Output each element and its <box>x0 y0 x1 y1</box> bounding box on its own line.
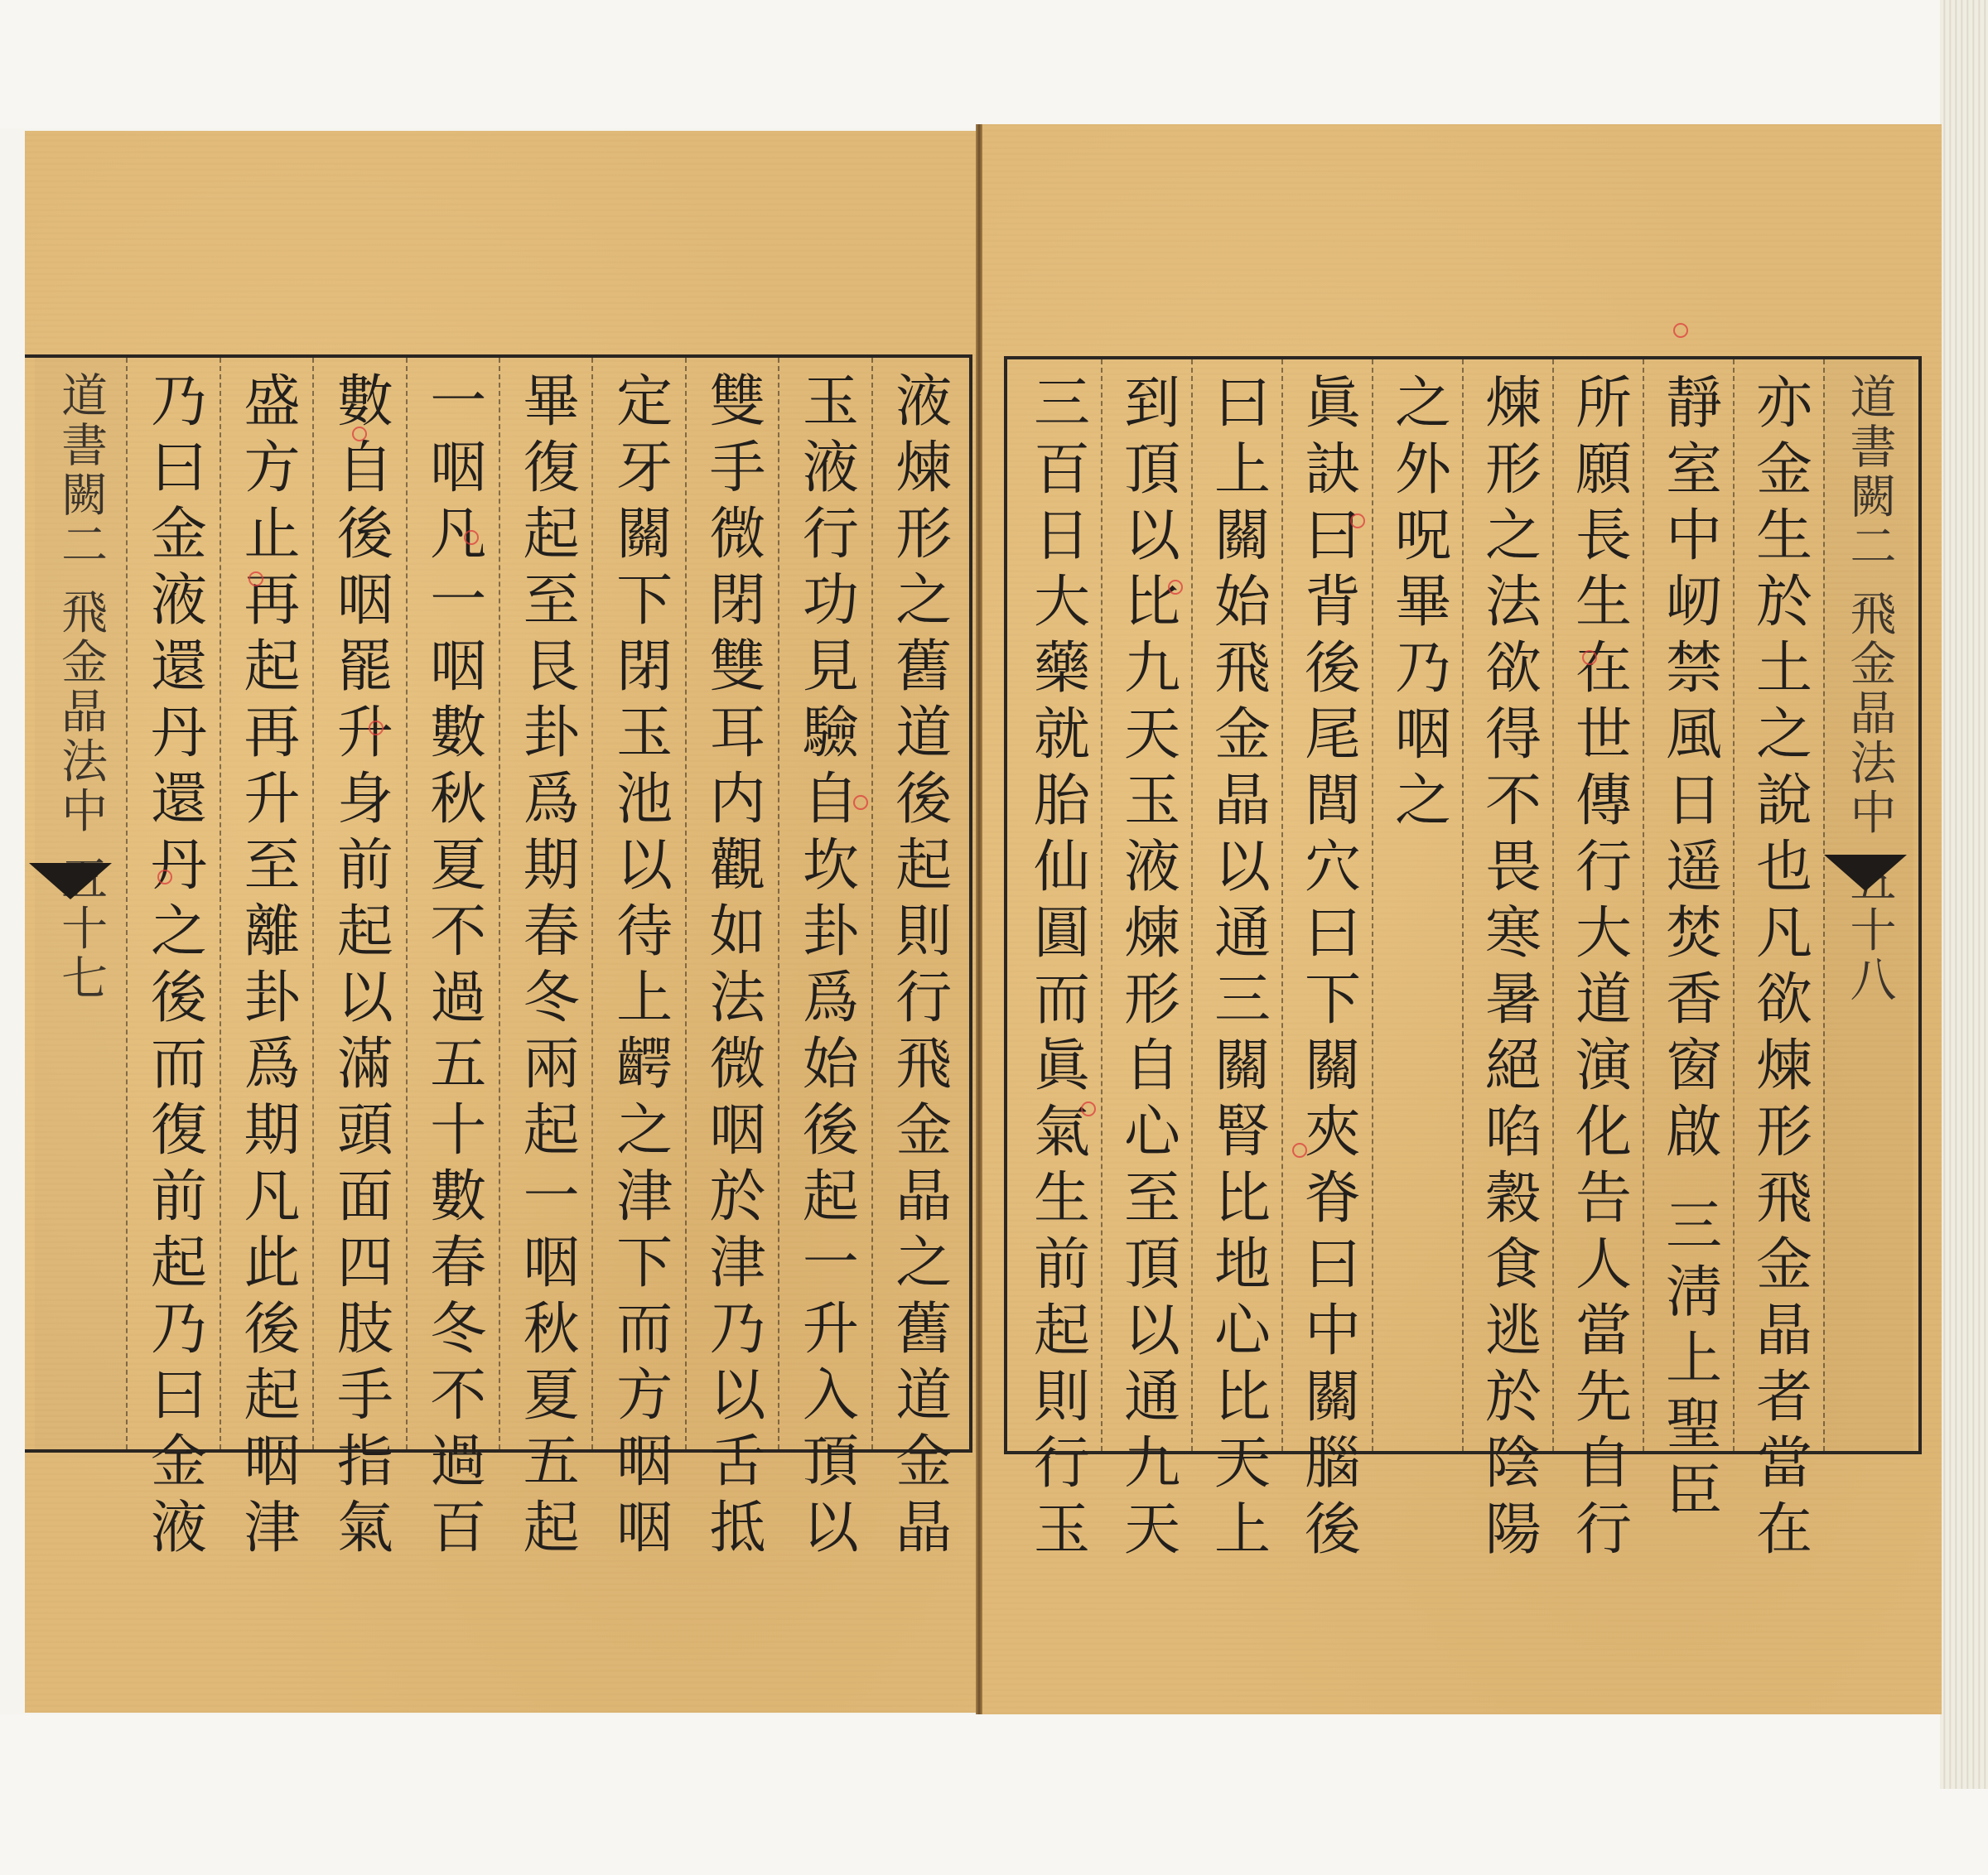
text-column <box>1462 359 1552 1565</box>
column-text: 玉液行功見驗自坎卦爲始後起一升入頂以 <box>793 371 859 1564</box>
text-column <box>1101 359 1191 1565</box>
book-gutter <box>976 124 982 1714</box>
punctuation-mark <box>352 427 367 441</box>
text-column <box>126 358 219 1564</box>
punctuation-mark <box>248 571 263 586</box>
left-page-frame <box>25 354 972 1564</box>
text-column <box>1643 359 1733 1527</box>
text-column <box>1372 359 1462 1451</box>
punctuation-mark <box>1081 1101 1096 1116</box>
punctuation-mark <box>1582 650 1597 665</box>
punctuation-mark <box>1168 580 1183 595</box>
fish-tail-mark <box>29 863 112 899</box>
column-text: 靜室中屻禁風日遥焚香窗啟 三淸上聖臣 <box>1656 373 1722 1527</box>
column-text: 之外呪畢乃咽之 <box>1385 373 1451 836</box>
column-text: 所願長生在世傳行大道演化告人當先自行 <box>1566 373 1632 1565</box>
column-text: 曰上關始飛金晶以通三關腎比地心比天上 <box>1204 373 1271 1565</box>
bottom-margin <box>0 1714 1988 1875</box>
left-page <box>25 131 976 1713</box>
column-text: 三百日大藥就胎仙圓而眞氣生前起則行玉 <box>1024 373 1090 1565</box>
text-column <box>1733 359 1823 1565</box>
text-column <box>1191 359 1281 1565</box>
punctuation-mark <box>157 870 172 884</box>
right-page-frame <box>1004 356 1922 1565</box>
column-text: 液煉形之舊道後起則行飛金晶之舊道金晶 <box>885 371 952 1564</box>
text-column <box>871 358 964 1564</box>
column-text: 煉形之法欲得不畏寒暑絕啗穀食逃於陰陽 <box>1475 373 1542 1565</box>
text-column <box>1012 359 1101 1565</box>
column-text: 定牙關下閉玉池以待上齶之津下而方咽咽 <box>606 371 673 1564</box>
text-column <box>591 358 684 1564</box>
column-text: 盛方止再起再升至離卦爲期凡此後起咽津 <box>234 371 300 1564</box>
text-column <box>1552 359 1643 1565</box>
top-margin <box>0 0 1988 128</box>
text-column <box>220 358 312 1564</box>
title-column-text: 道書闕二 飛金晶法中 五十七 <box>54 371 109 1004</box>
right-page-columns <box>1012 359 1913 1565</box>
column-text: 一咽凡一咽數秋夏不過五十數春冬不過百 <box>420 371 486 1564</box>
column-text: 雙手微閉雙耳内觀如法微咽於津乃以舌抵 <box>699 371 765 1564</box>
title-column <box>35 358 126 1449</box>
column-text: 眞訣曰背後尾閭穴曰下關夾脊曰中關腦後 <box>1295 373 1361 1565</box>
text-column <box>312 358 405 1564</box>
title-column <box>1823 359 1913 1451</box>
title-column-text: 道書闕二 飛金晶法中 五十八 <box>1842 373 1897 1005</box>
right-page <box>982 124 1942 1714</box>
column-text: 到頂以比九天玉液煉形自心至頂以通九天 <box>1114 373 1180 1565</box>
punctuation-mark <box>1673 323 1688 338</box>
punctuation-mark <box>369 721 384 735</box>
column-text: 畢復起至艮卦爲期春冬兩起一咽秋夏五起 <box>514 371 580 1564</box>
page-edges <box>1940 0 1988 1789</box>
text-column <box>406 358 499 1564</box>
punctuation-mark <box>853 795 868 810</box>
column-text: 亦金生於土之說也凡欲煉形飛金晶者當在 <box>1746 373 1812 1565</box>
punctuation-mark <box>464 530 479 545</box>
punctuation-mark <box>1350 513 1365 528</box>
left-page-columns <box>35 358 964 1564</box>
fish-tail-mark <box>1824 855 1907 891</box>
text-column <box>685 358 778 1564</box>
column-text: 數自後咽罷升身前起以滿頭面四肢手指氣 <box>327 371 393 1564</box>
text-column <box>778 358 871 1564</box>
punctuation-mark <box>1292 1143 1307 1158</box>
column-text: 乃曰金液還丹還丹之後而復前起乃曰金液 <box>141 371 207 1564</box>
text-column <box>499 358 591 1564</box>
